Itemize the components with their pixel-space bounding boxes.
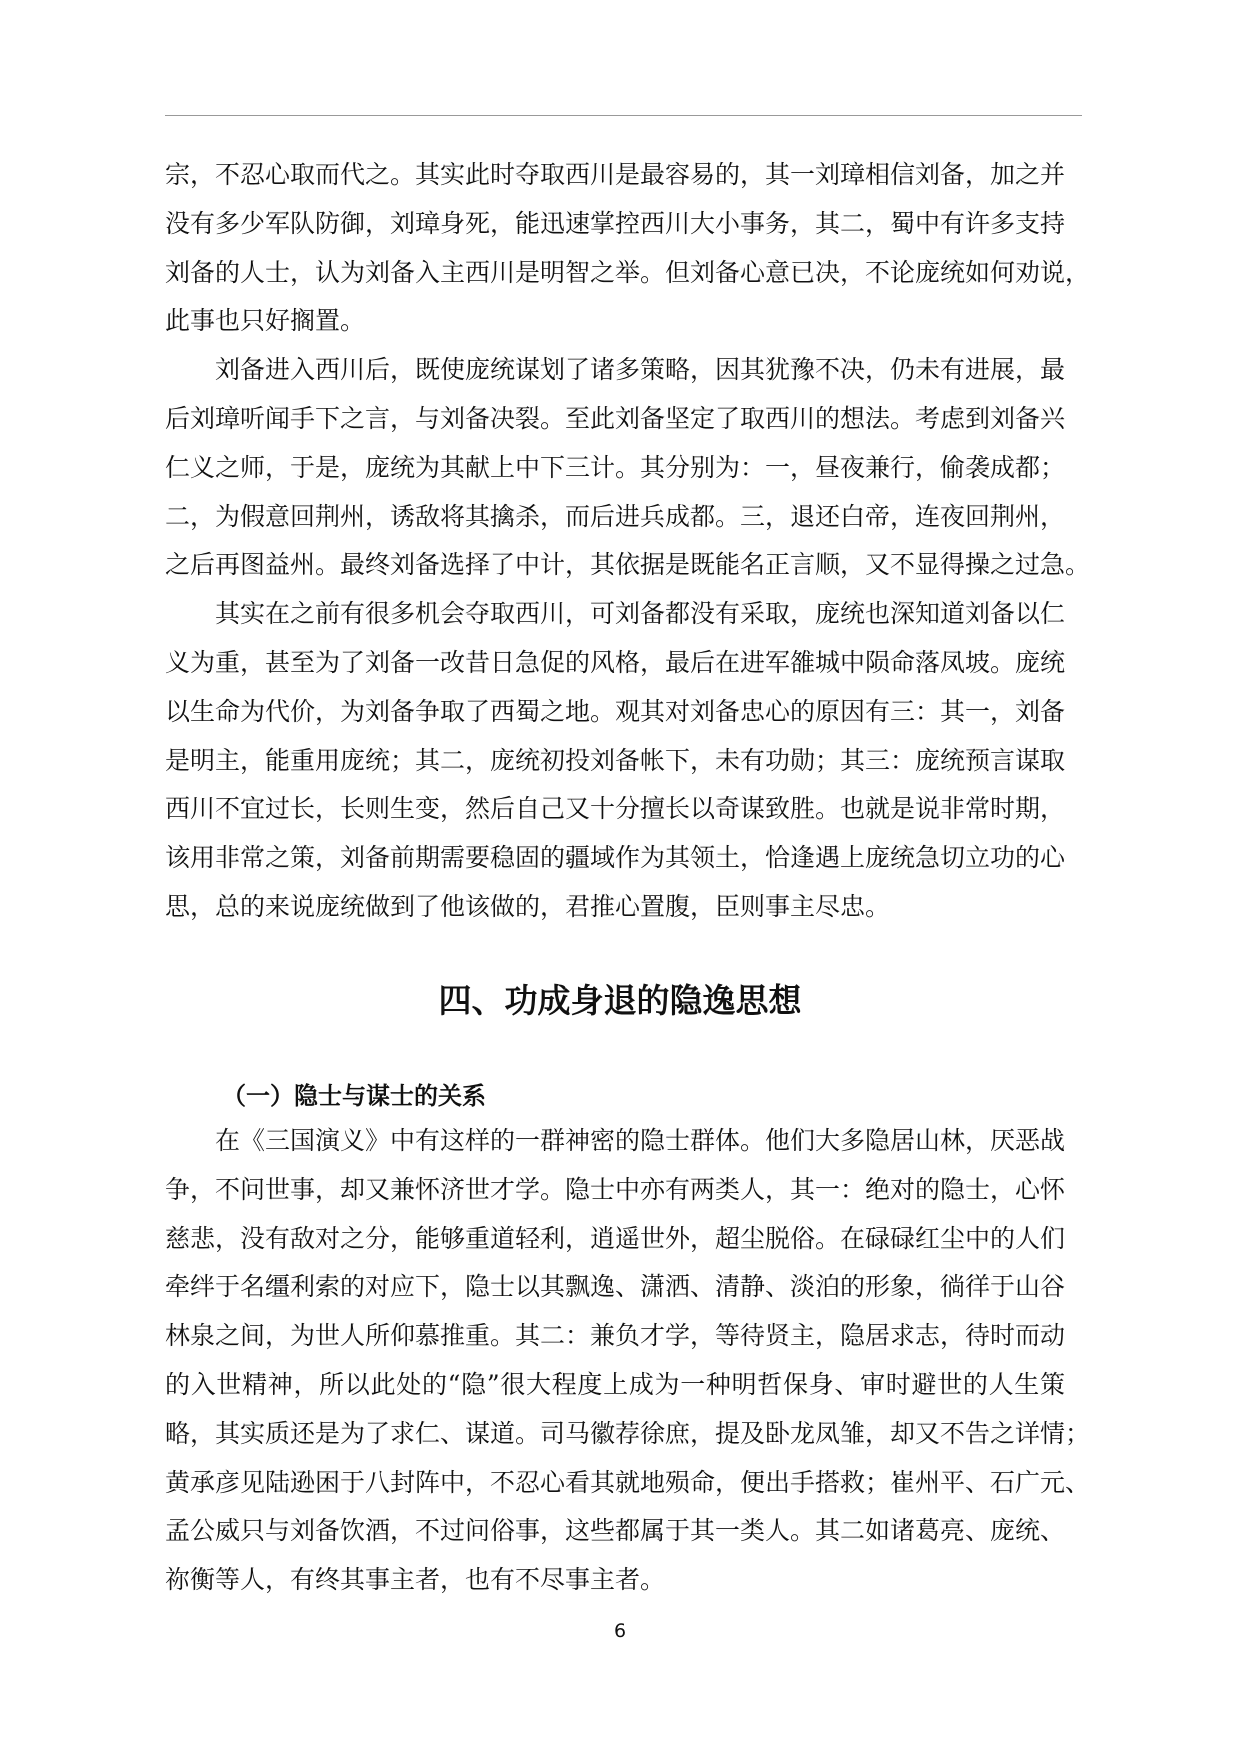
- paragraph-line: 争，不问世事，却又兼怀济世才学。隐士中亦有两类人，其一：绝对的隐士，心怀: [165, 1174, 1066, 1204]
- paragraph-line: 思，总的来说庞统做到了他该做的，君推心置腹，臣则事主尽忠。: [165, 891, 891, 921]
- paragraph-line: 仁义之师，于是，庞统为其献上中下三计。其分别为：一，昼夜兼行，偷袭成都；: [165, 452, 1066, 482]
- subsection-heading: （一）隐士与谋士的关系: [222, 1082, 486, 1110]
- header-rule: [165, 115, 1082, 116]
- paragraph-line: 黄承彦见陆逊困于八封阵中，不忍心看其就地殒命，便出手搭救；崔州平、石广元、: [165, 1467, 1091, 1497]
- paragraph-line: 西川不宜过长，长则生变，然后自己又十分擅长以奇谋致胜。也就是说非常时期，: [165, 794, 1066, 824]
- body-text-bottom: [165, 1117, 1091, 1605]
- body-text-top: [165, 151, 1091, 932]
- paragraph-line: 在《三国演义》中有这样的一群神密的隐士群体。他们大多隐居山林，厌恶战: [215, 1126, 1066, 1155]
- section-heading: 四、功成身退的隐逸思想: [438, 981, 802, 1020]
- paragraph-line: 二，为假意回荆州，诱敌将其擒杀，而后进兵成都。三，退还白帝，连夜回荆州，: [165, 501, 1066, 531]
- paragraph-line: 该用非常之策，刘备前期需要稳固的疆域作为其领土，恰逢遇上庞统急切立功的心: [165, 843, 1066, 873]
- paragraph-line: 此事也只好搁置。: [165, 306, 366, 336]
- paragraph-line: 的入世精神，所以此处的“隐”很大程度上成为一种明哲保身、审时避世的人生策: [165, 1369, 1065, 1399]
- paragraph-line: 其实在之前有很多机会夺取西川，可刘备都没有采取，庞统也深知道刘备以仁: [215, 599, 1066, 629]
- paragraph-line: 没有多少军队防御，刘璋身死，能迅速掌控西川大小事务，其二，蜀中有许多支持: [165, 208, 1066, 238]
- paragraph-line: 后刘璋听闻手下之言，与刘备决裂。至此刘备坚定了取西川的想法。考虑到刘备兴: [165, 403, 1066, 433]
- paragraph-line: 牵绊于名缰利索的对应下，隐士以其飘逸、潇洒、清静、淡泊的形象，徜徉于山谷: [165, 1272, 1066, 1302]
- paragraph-line: 刘备进入西川后，既使庞统谋划了诸多策略，因其犹豫不决，仍未有进展，最: [215, 355, 1066, 385]
- paragraph-line: 之后再图益州。最终刘备选择了中计，其依据是既能名正言顺，又不显得操之过急。: [165, 550, 1091, 580]
- paragraph-line: 慈悲，没有敌对之分，能够重道轻利，逍遥世外，超尘脱俗。在碌碌红尘中的人们: [165, 1223, 1066, 1253]
- paragraph-line: 孟公威只与刘备饮酒，不过问俗事，这些都属于其一类人。其二如诸葛亮、庞统、: [165, 1516, 1066, 1546]
- paragraph-line: 林泉之间，为世人所仰慕推重。其二：兼负才学，等待贤主，隐居求志，待时而动: [165, 1321, 1066, 1351]
- paragraph-line: 宗，不忍心取而代之。其实此时夺取西川是最容易的，其一刘璋相信刘备，加之并: [165, 160, 1066, 189]
- paragraph-line: 略，其实质还是为了求仁、谋道。司马徽荐徐庶，提及卧龙凤雏，却又不告之详情；: [165, 1418, 1091, 1448]
- paragraph-line: 是明主，能重用庞统；其二，庞统初投刘备帐下，未有功勋；其三：庞统预言谋取: [165, 745, 1066, 775]
- paragraph-line: 祢衡等人，有终其事主者，也有不尽事主者。: [165, 1565, 666, 1595]
- page-number: 6: [613, 1620, 627, 1642]
- paragraph-line: 刘备的人士，认为刘备入主西川是明智之举。但刘备心意已决，不论庞统如何劝说，: [165, 257, 1091, 287]
- paragraph-line: 以生命为代价，为刘备争取了西蜀之地。观其对刘备忠心的原因有三：其一，刘备: [165, 696, 1066, 726]
- paragraph-line: 义为重，甚至为了刘备一改昔日急促的风格，最后在进军雒城中陨命落凤坡。庞统: [165, 647, 1066, 677]
